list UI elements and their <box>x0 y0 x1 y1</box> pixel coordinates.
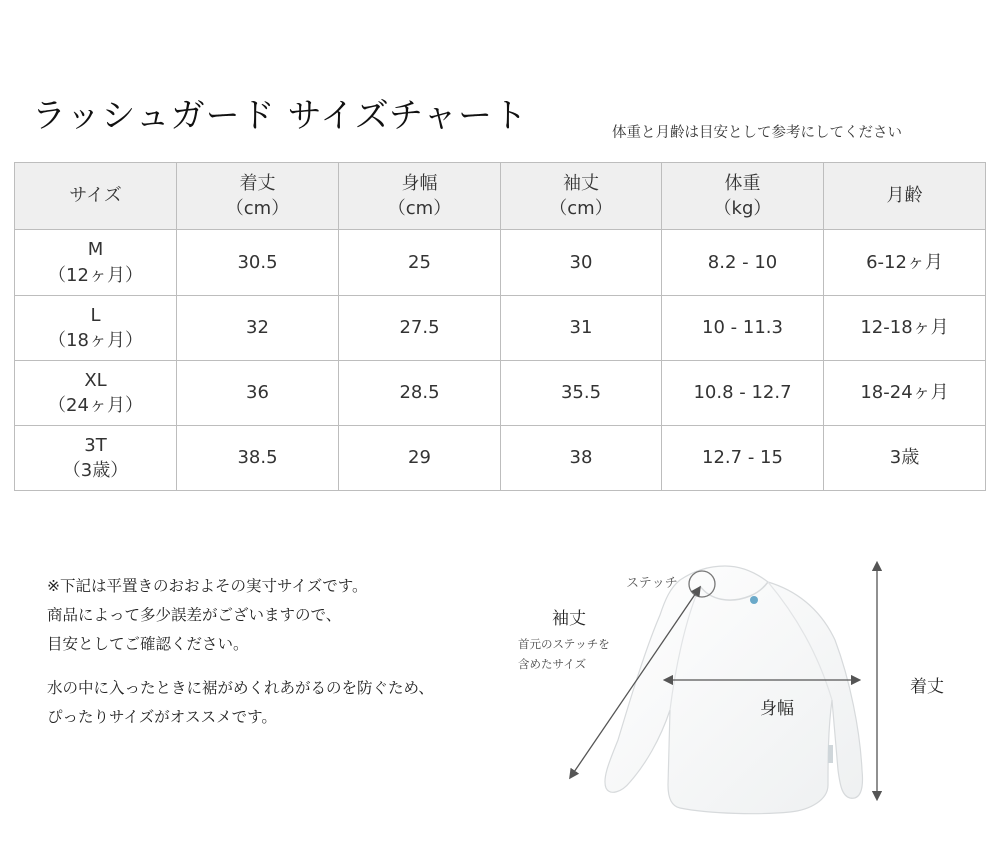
note-line: 商品によって多少誤差がございますので、 <box>47 606 342 624</box>
header-width <box>339 163 501 230</box>
sleeve-cell: 31 <box>501 296 662 361</box>
header-length-unit: （cm） <box>225 198 290 219</box>
table-header-row <box>15 163 986 230</box>
size-name: L <box>90 304 101 326</box>
length-cell: 30.5 <box>177 230 339 296</box>
size-age-note: （12ヶ月） <box>48 264 143 286</box>
length-label: 着丈 <box>910 677 944 697</box>
stitch-label: ステッチ <box>626 576 678 591</box>
note-line: 水の中に入ったときに裾がめくれあがるのを防ぐため、 <box>47 679 434 697</box>
header-sleeve-label: 袖丈 <box>563 172 599 194</box>
sleeve-note-line-1: 首元のステッチを <box>518 637 610 651</box>
header-weight-label: 体重 <box>724 172 761 194</box>
header-sleeve-unit: （cm） <box>549 198 613 219</box>
note-line: ぴったりサイズがオススメです。 <box>47 708 277 726</box>
fit-notes <box>47 674 434 732</box>
sleeve-cell: 30 <box>501 230 662 296</box>
size-age-note: （3歳） <box>62 460 129 481</box>
page-subtitle: 体重と月齢は目安として参考にしてください <box>612 125 902 141</box>
weight-cell: 12.7 - 15 <box>662 426 824 491</box>
size-name: 3T <box>84 434 107 456</box>
logo-mark <box>750 596 758 604</box>
header-age-label: 月齢 <box>886 185 923 207</box>
sleeve-cell: 35.5 <box>501 361 662 426</box>
header-weight-unit: （kg） <box>713 198 772 219</box>
table-row <box>15 361 986 426</box>
note-line: ※下記は平置きのおおよその実寸サイズです。 <box>47 577 368 595</box>
weight-cell: 10.8 - 12.7 <box>662 361 824 426</box>
size-age-note: （18ヶ月） <box>48 330 143 351</box>
width-cell: 29 <box>339 426 501 491</box>
page-title: ラッシュガード サイズチャート <box>32 96 529 136</box>
care-tag <box>828 745 833 763</box>
size-name: M <box>87 239 104 261</box>
sleeve-note-line-2: 含めたサイズ <box>518 657 587 671</box>
size-cell <box>15 426 177 491</box>
age-cell: 6-12ヶ月 <box>824 230 986 296</box>
size-cell <box>15 296 177 361</box>
table-row <box>15 426 986 491</box>
age-cell: 12-18ヶ月 <box>824 296 986 361</box>
length-cell: 36 <box>177 361 339 426</box>
size-chart-table <box>14 162 986 491</box>
length-cell: 38.5 <box>177 426 339 491</box>
weight-cell: 10 - 11.3 <box>662 296 824 361</box>
header-size <box>15 163 177 230</box>
width-label: 身幅 <box>760 699 794 719</box>
width-cell: 27.5 <box>339 296 501 361</box>
width-cell: 28.5 <box>339 361 501 426</box>
header-width-label: 身幅 <box>401 172 438 194</box>
size-notes <box>47 572 368 659</box>
header-size-label: サイズ <box>69 185 122 207</box>
weight-cell: 8.2 - 10 <box>662 230 824 296</box>
header-length <box>177 163 339 230</box>
header-sleeve <box>501 163 662 230</box>
header-age <box>824 163 986 230</box>
table-row <box>15 230 986 296</box>
header-length-label: 着丈 <box>239 172 276 194</box>
size-name: XL <box>84 369 107 391</box>
note-line: 目安としてご確認ください。 <box>47 635 249 653</box>
age-cell: 3歳 <box>824 426 986 491</box>
table-row <box>15 296 986 361</box>
header-width-unit: （cm） <box>387 198 452 219</box>
age-cell: 18-24ヶ月 <box>824 361 986 426</box>
size-cell <box>15 361 177 426</box>
header-weight <box>662 163 824 230</box>
shirt-shape <box>605 566 863 814</box>
sleeve-cell: 38 <box>501 426 662 491</box>
size-age-note: （24ヶ月） <box>48 395 143 416</box>
sleeve-label: 袖丈 <box>552 609 586 629</box>
rash-guard-diagram <box>510 560 990 850</box>
size-cell <box>15 230 177 296</box>
width-cell: 25 <box>339 230 501 296</box>
length-cell: 32 <box>177 296 339 361</box>
